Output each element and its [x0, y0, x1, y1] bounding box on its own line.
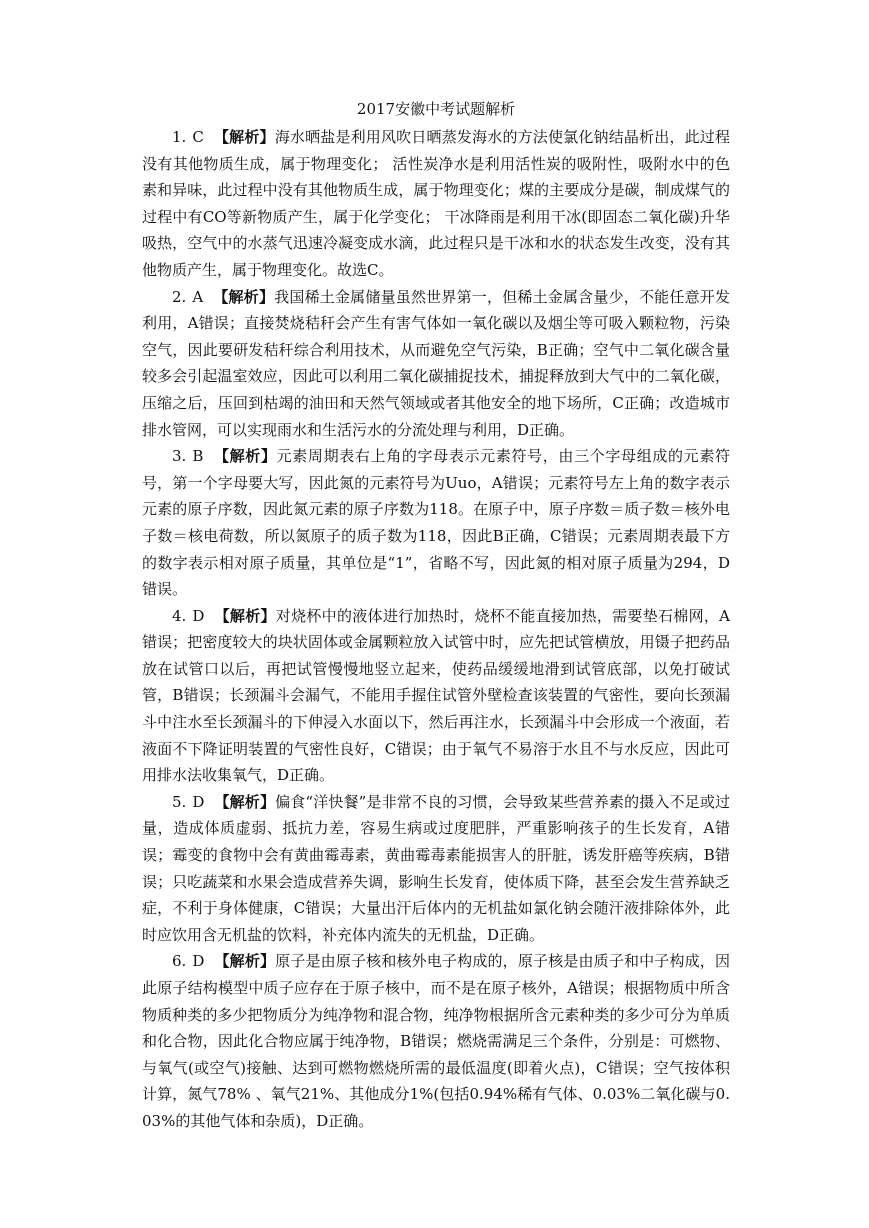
analysis-tag: 【解析】 [213, 128, 275, 146]
answer-item-1 [142, 124, 730, 284]
analysis-text: 海水晒盐是利用风吹日晒蒸发海水的方法使氯化钠结晶析出，此过程没有其他物质生成，属于物理变化； 活性炭净水是利用活性炭的吸附性，吸附水中的色素和异味，此过程中没有其他物质生成，属于物理变化；煤的主要成分是碳，制成煤气的过程中有CO等新物质产生，属于化学变化； 干冰降雨是利用干冰(即固态二氧化碳)升华吸热，空气中的水蒸气迅速冷凝变成水滴，此过程只是干冰和水的状态发生改变，没有其他物质产生，属于物理变化。故选C。 [142, 128, 730, 279]
analysis-text: 偏食“洋快餐”是非常不良的习惯，会导致某些营养素的摄入不足或过量，造成体质虚弱、抵抗力差，容易生病或过度肥胖，严重影响孩子的生长发育，A错误；霉变的食物中会有黄曲霉毒素，黄曲霉毒素能损害人的肝脏，诱发肝癌等疾病，B错误；只吃蔬菜和水果会造成营养失调，影响生长发育，使体质下降，甚至会发生营养缺乏症，不利于身体健康，C错误；大量出汗后体内的无机盐如氯化钠会随汗液排除体外，此时应饮用含无机盐的饮料，补充体内流失的无机盐，D正确。 [142, 792, 730, 944]
analysis-text: 我国稀土金属储量虽然世界第一，但稀土金属含量少，不能任意开发利用，A错误；直接焚烧秸秆会产生有害气体如一氧化碳以及烟尘等可吸入颗粒物，污染空气，因此要研发秸秆综合利用技术，从而避免空气污染，B正确；空气中二氧化碳含量较多会引起温室效应，因此可以利用二氧化碳捕捉技术，捕捉释放到大气中的二氧化碳，压缩之后，压回到枯竭的油田和天然气领域或者其他安全的地下场所，C正确；改造城市排水管网，可以实现雨水和生活污水的分流处理与利用，D正确。 [142, 287, 730, 439]
analysis-tag: 【解析】 [214, 952, 276, 971]
item-answer: B [192, 447, 204, 466]
item-number: 6. [172, 952, 187, 971]
analysis-tag: 【解析】 [213, 447, 277, 466]
item-answer: D [192, 952, 205, 971]
document-title: 2017安徽中考试题解析 [356, 100, 516, 118]
answer-item-3 [142, 443, 730, 603]
item-answer: D [192, 606, 205, 625]
item-answer: C [192, 128, 204, 146]
analysis-tag: 【解析】 [214, 792, 276, 811]
document-page [142, 98, 730, 1135]
analysis-text: 元素周期表右上角的字母表示元素符号，由三个字母组成的元素符号，第一个字母要大写，因此氮的元素符号为Uuo，A错误；元素符号左上角的数字表示元素的原子序数，因此氮元素的原子序数为118。在原子中，原子序数＝质子数＝核外电子数＝核电荷数，所以氮原子的质子数为118，因此B正确，C错误；元素周期表最下方的数字表示相对原子质量，其单位是“1”，省略不写，因此氮的相对原子质量为294，D错误。 [142, 447, 730, 599]
answer-item-2 [142, 284, 730, 444]
analysis-text: 对烧杯中的液体进行加热时，烧杯不能直接加热，需要垫石棉网，A错误；把密度较大的块状固体或金属颗粒放入试管中时，应先把试管横放，用镊子把药品放在试管口以后，再把试管慢慢地竖立起来，使药品缓缓地滑到试管底部，以免打破试管，B错误；长颈漏斗会漏气，不能用手握住试管外壁检查该装置的气密性，要向长颈漏斗中注水至长颈漏斗的下伸浸入水面以下，然后再注水，长颈漏斗中会形成一个液面，若液面不下降证明装置的气密性良好，C错误；由于氧气不易溶于水且不与水反应，因此可用排水法收集氧气，D正确。 [142, 606, 730, 785]
item-answer: A [192, 287, 204, 306]
item-number: 1. [172, 128, 187, 146]
item-number: 5. [172, 792, 187, 811]
analysis-tag: 【解析】 [214, 606, 276, 625]
answer-item-5 [142, 789, 730, 949]
analysis-tag: 【解析】 [213, 287, 275, 306]
item-answer: D [192, 792, 205, 811]
item-number: 2. [172, 287, 187, 306]
answer-item-4 [142, 603, 730, 789]
answer-item-6 [142, 948, 730, 1134]
item-number: 4. [172, 606, 187, 625]
analysis-text: 原子是由原子核和核外电子构成的，原子核是由质子和中子构成，因此原子结构模型中质子应存在于原子核中，而不是在原子核外，A错误；根据物质中所含物质种类的多少把物质分为纯净物和混合物，纯净物根据所含元素种类的多少可分为单质和化合物，因此化合物应属于纯净物，B错误；燃烧需满足三个条件，分别是：可燃物、与氧气(或空气)接触、达到可燃物燃烧所需的最低温度(即着火点)，C错误；空气按体积计算，氮气78% 、氧气21%、其他成分1%(包括0.94%稀有气体、0.03%二氧化碳与0.03%的其他气体和杂质)，D正确。 [142, 952, 730, 1130]
item-number: 3. [172, 447, 187, 466]
